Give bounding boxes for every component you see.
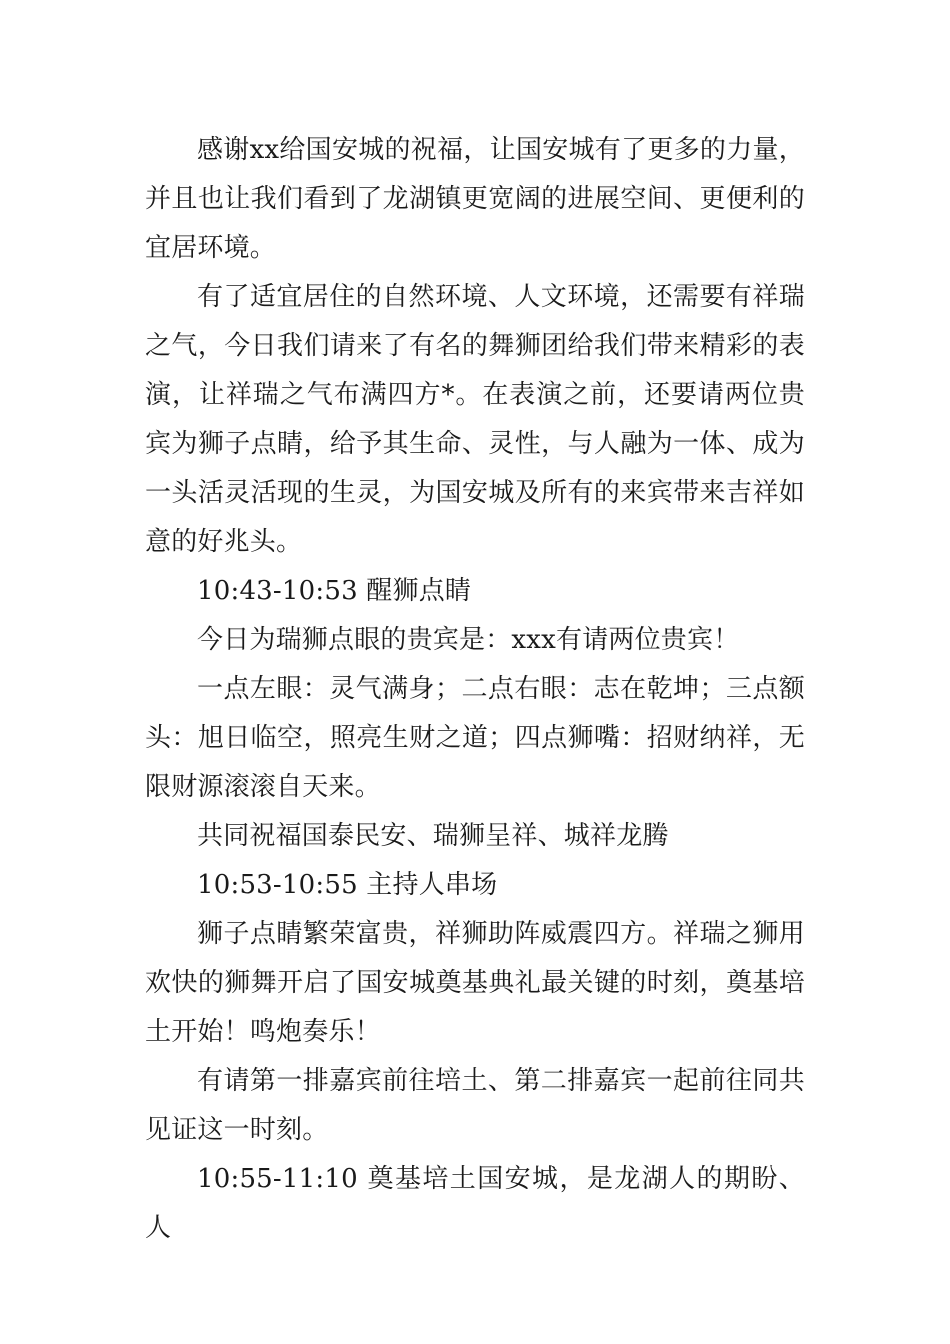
paragraph-thanks: 感谢xx给国安城的祝福，让国安城有了更多的力量，并且也让我们看到了龙湖镇更宽阔的进展空间、更便利的宜居环境。 <box>145 135 805 263</box>
document-body <box>145 126 805 1253</box>
schedule-item-groundbreaking: 10:55-11:10 奠基培土国安城，是龙湖人的期盼、人 <box>145 1164 805 1243</box>
schedule-item-host-transition: 10:53-10:55 主持人串场 <box>197 870 498 900</box>
paragraph-dotting-steps: 一点左眼：灵气满身；二点右眼：志在乾坤；三点额头：旭日临空，照亮生财之道；四点狮嘴：招财纳祥，无限财源滚滚自天来。 <box>145 674 805 802</box>
paragraph-lion-dance-intro: 有了适宜居住的自然环境、人文环境，还需要有祥瑞之气，今日我们请来了有名的舞狮团给我们带来精彩的表演，让祥瑞之气布满四方*。在表演之前，还要请两位贵宾为狮子点睛，给予其生命、灵性，与人融为一体、成为一头活灵活现的生灵，为国安城及所有的来宾带来吉祥如意的好兆头。 <box>145 282 805 557</box>
paragraph-guest-invitation: 有请第一排嘉宾前往培土、第二排嘉宾一起前往同共见证这一时刻。 <box>145 1066 805 1145</box>
schedule-item-eye-dotting: 10:43-10:53 醒狮点睛 <box>197 576 472 606</box>
paragraph-blessing: 共同祝福国泰民安、瑞狮呈祥、城祥龙腾 <box>197 821 669 851</box>
paragraph-ceremony-start: 狮子点睛繁荣富贵，祥狮助阵威震四方。祥瑞之狮用欢快的狮舞开启了国安城奠基典礼最关键的时刻，奠基培土开始！鸣炮奏乐！ <box>145 919 805 1047</box>
paragraph-guests: 今日为瑞狮点眼的贵宾是：xxx有请两位贵宾！ <box>197 625 740 655</box>
